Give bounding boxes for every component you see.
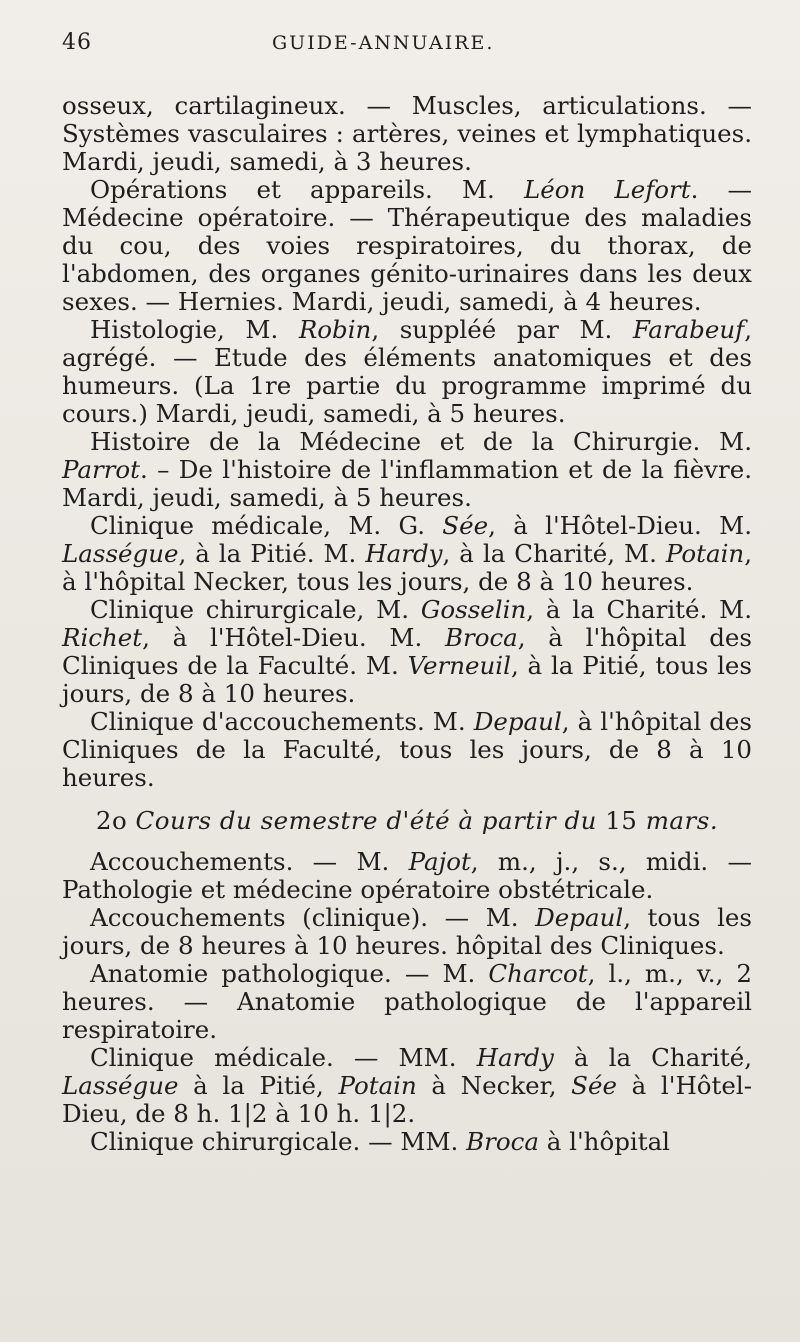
paragraph-continuation [62, 92, 752, 176]
text-run: , à la Pitié, tous les jours, de 8 à 10 heures. [62, 651, 753, 708]
text-run: , à l'hôpital des Cliniques de la Faculté, tous les jours, de 8 à 10 heures. [62, 707, 752, 792]
paragraph-accouchements [62, 848, 752, 904]
professor-name: Broca [466, 1127, 539, 1156]
professor-name: Hardy [365, 539, 443, 568]
paragraph-anatomie-pathologique [62, 960, 752, 1044]
text-run: à l'Hôtel-Dieu, de 8 h. 1|2 à 10 h. 1|2. [62, 1071, 753, 1128]
section-heading [62, 806, 752, 836]
professor-name: Lasségue [62, 539, 179, 568]
section-date-month: mars. [637, 806, 719, 835]
professor-name: Hardy [476, 1043, 554, 1072]
text-run: Clinique médicale. — MM. [90, 1043, 477, 1072]
text-run: . – De l'histoire de l'inflammation et de la fièvre. Mardi, jeudi, samedi, à 5 heures. [62, 455, 752, 512]
text-run: Clinique médicale, M. G. [90, 511, 443, 540]
text-run: , tous les jours, de 8 heures à 10 heures. hôpital des Cliniques. [62, 903, 752, 960]
page-body [62, 92, 752, 1156]
professor-name: Broca [444, 623, 518, 652]
text-run: Opérations et appareils. M. [90, 175, 524, 204]
professor-name: Potain [338, 1071, 417, 1100]
professor-name: Sée [442, 511, 489, 540]
professor-name: Depaul [473, 707, 562, 736]
text-run: , agrégé. — Etude des éléments anatomiques et des humeurs. (La 1re partie du programme imprimé du cours.) Mardi, jeudi, samedi, à 5 heures. [62, 315, 752, 428]
paragraph-text: osseux, cartilagineux. — Muscles, articulations. — Systèmes vasculaires : artères, veines et lymphatiques. Mardi, jeudi, samedi, à 3 heures. [62, 91, 752, 176]
section-date-number: 15 [605, 806, 638, 835]
text-run: , à l'Hôtel-Dieu. M. [142, 623, 445, 652]
professor-name: Léon Lefort [523, 175, 691, 204]
text-run: , à l'Hôtel-Dieu. M. [488, 511, 752, 540]
text-run: Accouchements (clinique). — M. [90, 903, 536, 932]
text-run: à l'hôpital [538, 1127, 671, 1156]
professor-name: Richet [62, 623, 143, 652]
paragraph-operations [62, 176, 752, 316]
text-run: , à la Charité, M. [442, 539, 666, 568]
running-title: GUIDE-ANNUAIRE. [272, 32, 495, 54]
text-run: , à la Charité. M. [526, 595, 752, 624]
text-run: Clinique chirurgicale, M. [90, 595, 421, 624]
professor-name: Lasségue [62, 1071, 179, 1100]
text-run: Clinique chirurgicale. — MM. [90, 1127, 467, 1156]
paragraph-histologie [62, 316, 752, 428]
professor-name: Verneuil [407, 651, 511, 680]
professor-name: Charcot [488, 959, 588, 988]
text-run: à la Pitié, [178, 1071, 339, 1100]
paragraph-clinique-chirurgicale [62, 596, 752, 708]
text-run: , à la Pitié. M. [178, 539, 366, 568]
page-number: 46 [62, 30, 92, 55]
text-run: , à l'hôpital des Cliniques de la Faculté. M. [62, 623, 752, 680]
section-title: Cours du semestre d'été à partir du [135, 806, 606, 835]
professor-name: Farabeuf [632, 315, 745, 344]
paragraph-clinique-medicale [62, 512, 752, 596]
text-run: , à l'hôpital Necker, tous les jours, de 8 à 10 heures. [62, 539, 752, 596]
paragraph-histoire [62, 428, 752, 512]
text-run: à la Charité, [553, 1043, 752, 1072]
professor-name: Robin [298, 315, 372, 344]
text-run: , suppléé par M. [371, 315, 633, 344]
paragraph-accouchements-clinique [62, 904, 752, 960]
professor-name: Depaul [535, 903, 624, 932]
text-run: Histoire de la Médecine et de la Chirurgie. M. [90, 427, 752, 456]
text-run: Clinique d'accouchements. M. [90, 707, 474, 736]
professor-name: Gosselin [420, 595, 527, 624]
paragraph-clinique-accouchements [62, 708, 752, 792]
professor-name: Parrot [62, 455, 141, 484]
section-number: 2o [95, 806, 136, 835]
text-run: , l., m., v., 2 heures. — Anatomie pathologique de l'appareil respiratoire. [62, 959, 752, 1044]
text-run: Accouchements. — M. [90, 847, 409, 876]
text-run: Anatomie pathologique. — M. [90, 959, 489, 988]
professor-name: Pajot [408, 847, 471, 876]
text-run: Histologie, M. [90, 315, 299, 344]
paragraph-clinique-chirurgicale-ete [62, 1128, 752, 1156]
paragraph-clinique-medicale-ete [62, 1044, 752, 1128]
text-run: . — Médecine opératoire. — Thérapeutique des maladies du cou, des voies respiratoires, du thorax, de l'abdomen, des organes génito-urinaires dans les deux sexes. — Hernies. Mardi, jeudi, samedi, à 4 heures. [62, 175, 753, 316]
professor-name: Sée [571, 1071, 617, 1100]
professor-name: Potain [665, 539, 745, 568]
page-header [62, 30, 752, 74]
text-run: , m., j., s., midi. — Pathologie et médecine opératoire obstétricale. [62, 847, 752, 904]
text-run: à Necker, [416, 1071, 572, 1100]
